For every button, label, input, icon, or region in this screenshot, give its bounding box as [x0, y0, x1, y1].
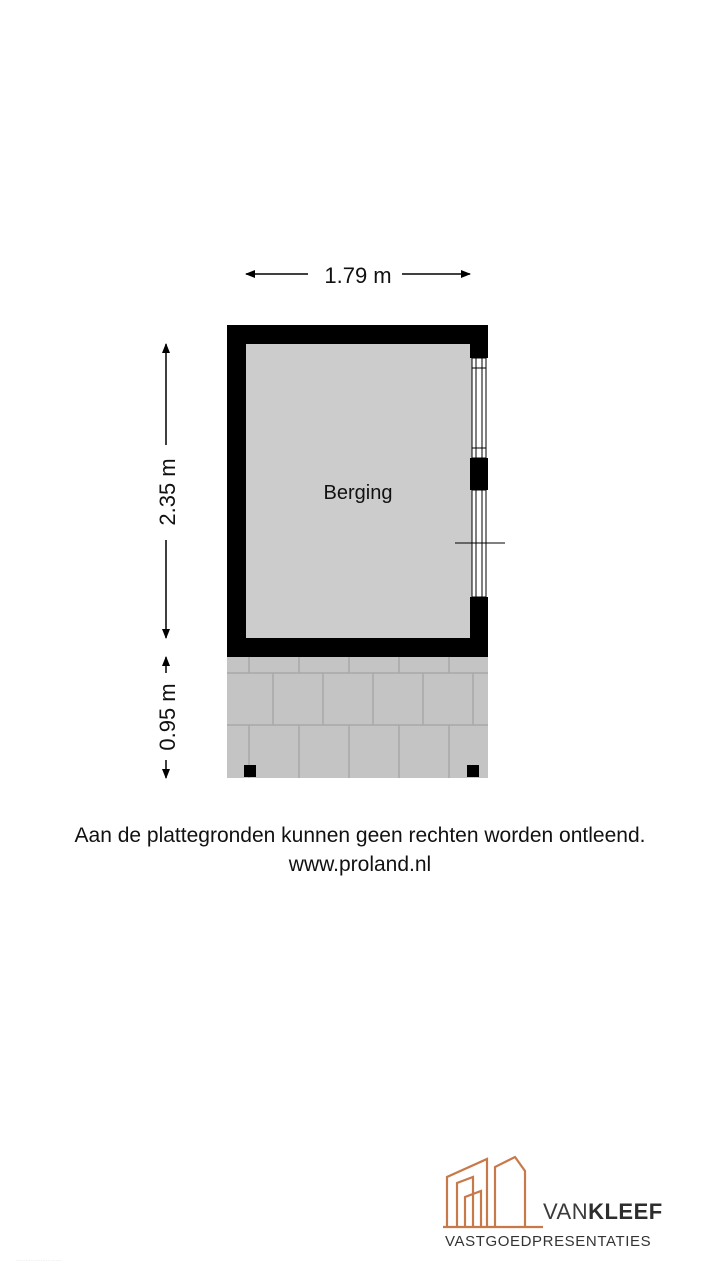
disclaimer-text: Aan de plattegronden kunnen geen rechten worden ontleend. [74, 824, 646, 847]
dimension-terrace-label: 0.95 m [155, 683, 180, 751]
room-label: Berging [323, 482, 393, 504]
dimension-terrace [155, 657, 180, 778]
post-right [467, 765, 479, 777]
terrace-tiles [227, 655, 488, 778]
logo-brand: VANKLEEF [543, 1199, 663, 1224]
dimension-width-label: 1.79 m [324, 263, 392, 288]
website-url: www.proland.nl [288, 853, 432, 876]
logo-subtitle: VASTGOEDPRESENTATIES [445, 1233, 652, 1250]
vankleef-logo [443, 1153, 663, 1258]
house-outline-icon [443, 1153, 553, 1229]
window [472, 358, 486, 458]
post-left [244, 765, 256, 777]
dimension-width [246, 263, 470, 288]
footer-fine-print: . . . . . . . . . . . . . . . . . . . . . . . . . . . . [16, 1258, 62, 1262]
dimension-height-label: 2.35 m [155, 458, 180, 526]
dimension-height [155, 344, 180, 638]
